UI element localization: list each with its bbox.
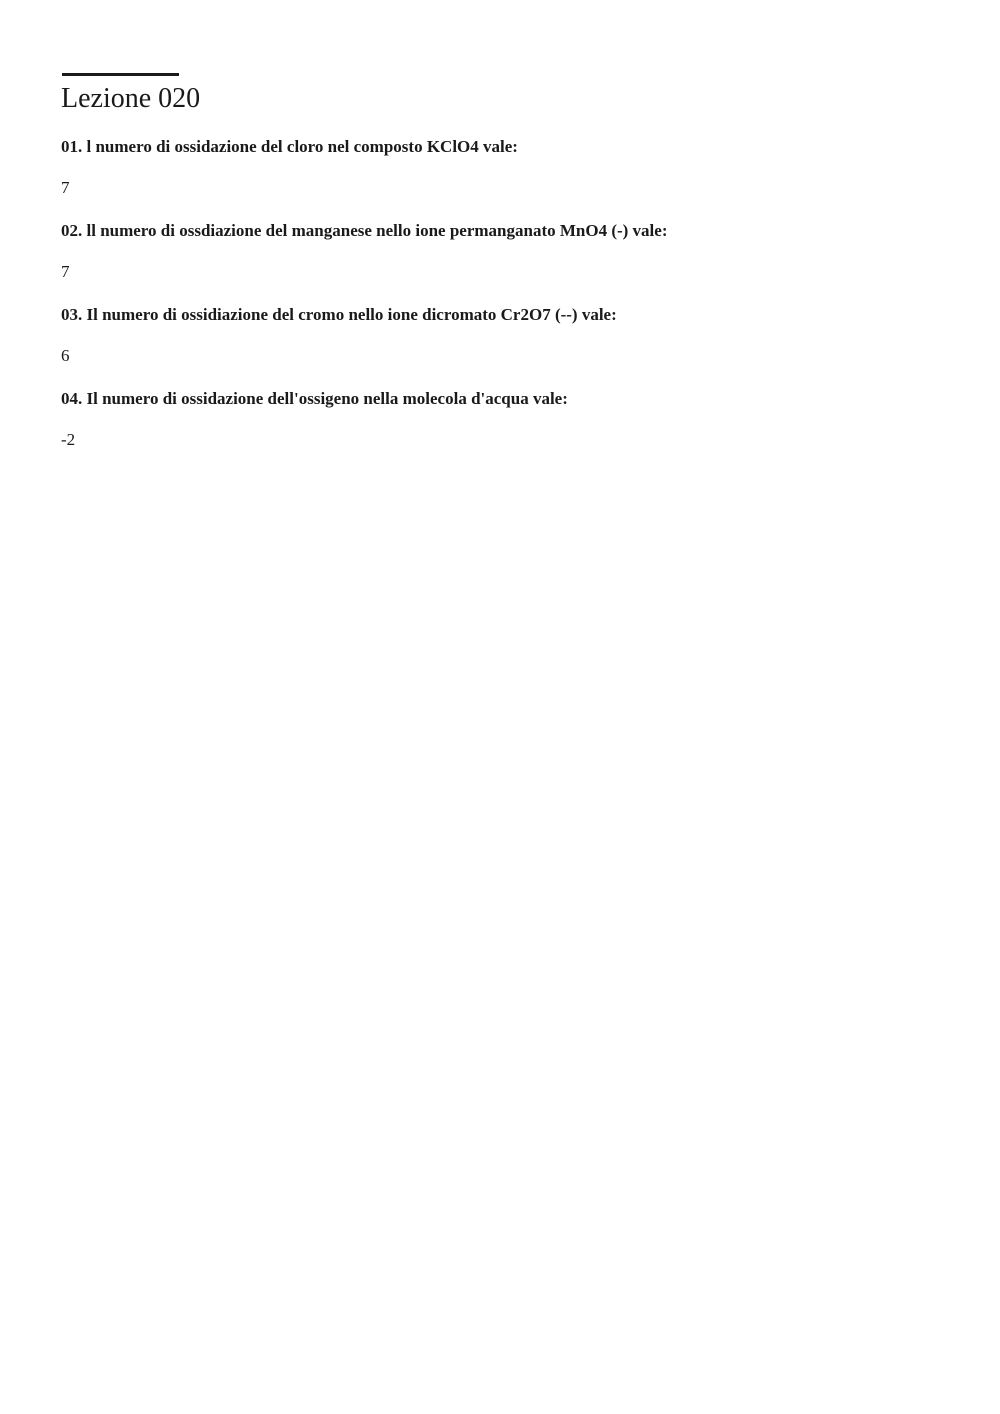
question-text: 02. ll numero di ossdiazione del manganese nello ione permanganato MnO4 (-) vale:	[61, 221, 668, 240]
question-list	[61, 136, 961, 472]
answer-text: 7	[61, 178, 70, 197]
question-text: 03. Il numero di ossidiazione del cromo nello ione dicromato Cr2O7 (--) vale:	[61, 305, 617, 324]
answer-text: 6	[61, 346, 70, 365]
answer-text: -2	[61, 430, 76, 449]
question-item	[61, 220, 961, 304]
lesson-title: Lezione 020	[61, 83, 201, 114]
question-text: 04. Il numero di ossidazione dell'ossigeno nella molecola d'acqua vale:	[61, 389, 568, 408]
header-rule	[62, 73, 179, 76]
question-item	[61, 304, 961, 388]
answer-text: 7	[61, 262, 70, 281]
question-text: 01. l numero di ossidazione del cloro nel composto KClO4 vale:	[61, 137, 518, 156]
question-item	[61, 388, 961, 472]
question-item	[61, 136, 961, 220]
